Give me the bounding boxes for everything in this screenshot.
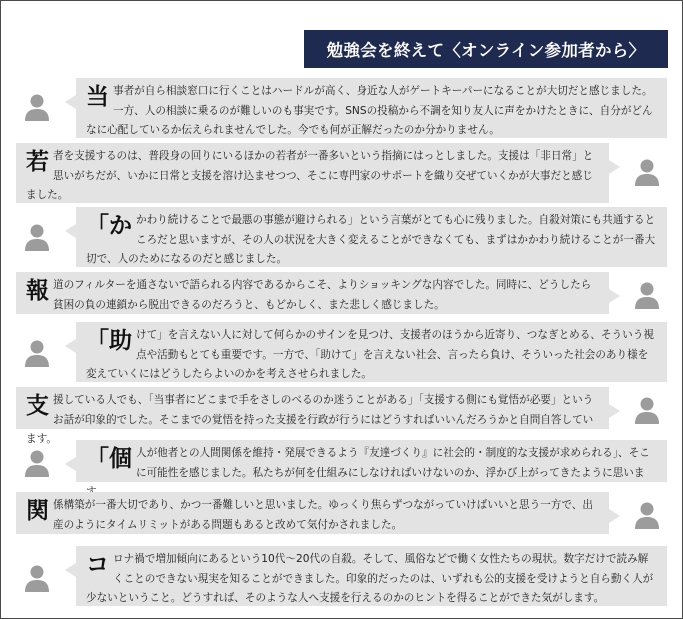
comment-initial: 関 xyxy=(26,498,49,524)
comment-initial: 「個 xyxy=(86,446,132,472)
comment-bubble xyxy=(76,78,667,138)
comment-initial: 報 xyxy=(26,278,49,304)
person-silhouette-icon xyxy=(634,501,660,529)
comment-bubble xyxy=(76,546,667,606)
comment-text: 者を支援するのは、普段身の回りにいるほかの若者が一番多いという指摘にはっとしました。支援は「非日常」と思いがちだが、いかに日常と支援を溶け込ませつつ、そこに専門家のサポートを織り交ぜていくかが大事だと感じました。 xyxy=(26,150,594,201)
comment-initial: 若 xyxy=(26,149,49,175)
person-silhouette-icon xyxy=(24,449,50,477)
comment-text: 道のフィルターを通さないで語られる内容であるからこそ、よりショッキングな内容でした。同時に、どうしたら貧困の負の連鎖から脱出できるのだろうと、もどかしく、また悲しく感じました。 xyxy=(53,279,592,311)
comment-text: ロナ禍で増加傾向にあるという10代～20代の自殺。そして、風俗などで働く女性たちの現状。数字だけで読み解くことのできない現実を知ることができました。印象的だったのは、いずれも公的支援を受けようと自ら動く人が少ないということ。どうすれば、そのような人へ支援を行えるのかのヒントを得ることができた気がします。 xyxy=(86,553,654,604)
comment-bubble xyxy=(16,272,609,314)
comment-bubble xyxy=(76,207,667,267)
person-silhouette-icon xyxy=(24,564,50,592)
comment-bubble xyxy=(16,492,609,534)
comment-text: 援している人でも、「当事者にどこまで手をさしのべるのか迷うことがある」「支援する側にも覚悟が必要」というお話が印象的でした。そこまでの覚悟を持った支援を行政が行うにはどうすればいいんだろうかと自問自答しています。 xyxy=(26,394,594,445)
comment-bubble xyxy=(16,143,609,203)
comment-bubble xyxy=(76,322,667,382)
person-silhouette-icon xyxy=(634,281,660,309)
comment-bubble xyxy=(76,440,667,482)
comment-bubble xyxy=(16,387,609,445)
comment-initial: 「助 xyxy=(86,328,132,354)
comment-text: かわり続けることで最悪の事態が避けられる」という言葉がとても心に残りました。自殺対策にも共通するところだと思いますが、その人の状況を大きく変えることができなくても、まずはかかわり続けることが一番大切で、人のためになるのだと感じました。 xyxy=(86,214,656,265)
comment-initial: 支 xyxy=(26,393,49,419)
comment-text: 人が他者との人間関係を維持・発展できるよう『友達づくり』に社会的・制度的な支援が求められる」、そこに可能性を感じました。私たちが何を仕組みにしなければいけないのか、浮かび上がってきたように思いま xyxy=(136,447,650,479)
page-title: 勉強会を終えて〈オンライン参加者から〉 xyxy=(304,30,668,68)
person-silhouette-icon xyxy=(24,93,50,121)
comment-initial: 当 xyxy=(86,84,109,110)
comment-initial: 「か xyxy=(86,213,132,239)
person-silhouette-icon xyxy=(24,223,50,251)
person-silhouette-icon xyxy=(24,339,50,367)
comment-initial: コ xyxy=(86,552,109,578)
person-silhouette-icon xyxy=(634,158,660,186)
person-silhouette-icon xyxy=(634,396,660,424)
comment-text: 事者が自ら相談窓口に行くことはハードルが高く、身近な人がゲートキーパーになることが大切だと感じました。一方、人の相談に乗るのが難しいのも事実です。SNSの投稿から不調を知り友人に声をかけたときに、自分がどんなに心配しているか伝えられませんでした。今でも何が正解だったのか分かりません。 xyxy=(86,85,653,136)
comment-text: 係構築が一番大切であり、かつ一番難しいと思いました。ゆっくり焦らずつながっていけばいいと思う一方で、出産のようにタイムリミットがある問題もあると改めて気付かされました。 xyxy=(53,499,593,531)
comment-text: けて」を言えない人に対して何らかのサインを見つけ、支援者のほうから近寄り、つなぎとめる、そういう視点や活動もとても重要です。一方で、「助けて」を言えない社会、言ったら負け、そういった社会のあり様を変えていくにはどうしたらよいのかを考えさせられました。 xyxy=(86,329,654,380)
